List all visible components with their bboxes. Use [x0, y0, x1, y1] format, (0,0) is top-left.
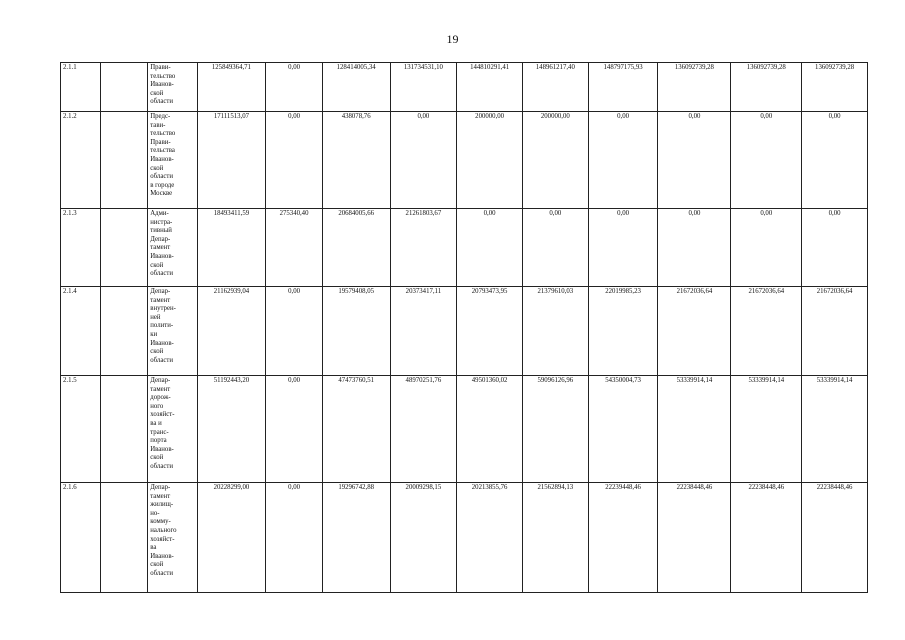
executor-text: ской: [150, 454, 164, 462]
value-cell: 136092739,28: [802, 63, 868, 112]
value-cell: 20373417,11: [390, 287, 457, 376]
executor-text: полити-: [150, 322, 174, 330]
executor-text: Предс-: [150, 113, 171, 120]
executor-text: Прави-: [150, 64, 171, 71]
empty-cell: [101, 483, 148, 593]
value-cell: 0,00: [731, 112, 802, 209]
executor-text: тельство: [150, 130, 176, 138]
executor-text: ской: [150, 261, 164, 269]
value-cell: 21672036,64: [658, 287, 731, 376]
row-code-cell: 2.1.5: [61, 376, 101, 483]
value-cell: 48970251,76: [390, 376, 457, 483]
executor-text: Иванов-: [150, 552, 174, 560]
executor-text: ва и: [150, 419, 162, 427]
executor-text: ской: [150, 561, 164, 569]
table-row: [61, 483, 868, 593]
value-cell: 0,00: [658, 209, 731, 287]
value-cell: 136092739,28: [731, 63, 802, 112]
value-cell: 19579408,05: [322, 287, 390, 376]
empty-cell: [101, 376, 148, 483]
executor-text: транс-: [150, 428, 169, 436]
executor-text: нального: [150, 526, 177, 534]
value-cell: 22238448,46: [658, 483, 731, 593]
executor-text: Депар-: [150, 235, 171, 243]
executor-text: ской: [150, 348, 164, 356]
value-cell: 200000,00: [522, 112, 588, 209]
value-cell: 21562894,13: [522, 483, 588, 593]
row-code-cell: 2.1.4: [61, 287, 101, 376]
value-cell: 47473760,51: [322, 376, 390, 483]
executor-text: дорож-: [150, 394, 171, 402]
executor-text: жилищ-: [150, 501, 174, 509]
value-cell: 125849364,71: [197, 63, 266, 112]
value-cell: 22019985,23: [588, 287, 658, 376]
value-cell: 0,00: [588, 112, 658, 209]
table-row: [61, 287, 868, 376]
executor-text: ва: [150, 544, 157, 552]
value-cell: 20228299,00: [197, 483, 266, 593]
executor-text: Адми-: [150, 210, 169, 217]
executor-cell: [148, 287, 197, 376]
executor-text: нистра-: [150, 218, 173, 226]
executor-text: тельства: [150, 147, 175, 155]
executor-cell: [148, 483, 197, 593]
value-cell: 21672036,64: [731, 287, 802, 376]
empty-cell: [101, 112, 148, 209]
value-cell: 59096126,96: [522, 376, 588, 483]
executor-text: хозяйст-: [150, 535, 175, 543]
row-code-cell: 2.1.2: [61, 112, 101, 209]
executor-text: комму-: [150, 518, 171, 526]
value-cell: 0,00: [658, 112, 731, 209]
value-cell: 0,00: [522, 209, 588, 287]
executor-text: ного: [150, 402, 164, 410]
executor-text: Иванов-: [150, 445, 174, 453]
empty-cell: [101, 209, 148, 287]
value-cell: 0,00: [390, 112, 457, 209]
value-cell: 438078,76: [322, 112, 390, 209]
executor-text: тамент: [150, 244, 171, 252]
value-cell: 49501360,02: [457, 376, 523, 483]
value-cell: 20793473,95: [457, 287, 523, 376]
executor-text: ской: [150, 164, 164, 172]
value-cell: 0,00: [802, 209, 868, 287]
value-cell: 128414005,34: [322, 63, 390, 112]
value-cell: 0,00: [731, 209, 802, 287]
empty-cell: [101, 287, 148, 376]
value-cell: 0,00: [266, 112, 322, 209]
executor-cell: [148, 376, 197, 483]
table-row: [61, 376, 868, 483]
executor-text: хозяйст-: [150, 411, 175, 419]
table-row: [61, 63, 868, 112]
executor-text: тамент: [150, 492, 171, 500]
value-cell: 275340,40: [266, 209, 322, 287]
executor-text: Иванов-: [150, 155, 174, 163]
value-cell: 53339914,14: [731, 376, 802, 483]
executor-text: Прави-: [150, 138, 171, 146]
value-cell: 22238448,46: [731, 483, 802, 593]
executor-text: области: [150, 173, 173, 181]
executor-text: области: [150, 356, 173, 364]
executor-cell: [148, 209, 197, 287]
table-row: [61, 209, 868, 287]
value-cell: 0,00: [266, 483, 322, 593]
executor-text: тамент: [150, 385, 171, 393]
executor-text: области: [150, 270, 173, 278]
empty-cell: [101, 63, 148, 112]
value-cell: 144810291,41: [457, 63, 523, 112]
value-cell: 200000,00: [457, 112, 523, 209]
executor-text: области: [150, 98, 173, 106]
row-code-cell: 2.1.1: [61, 63, 101, 112]
executor-text: ской: [150, 89, 164, 97]
executor-text: Депар-: [150, 288, 171, 295]
executor-text: порта: [150, 437, 167, 445]
executor-text: в городе: [150, 181, 175, 189]
value-cell: 53339914,14: [802, 376, 868, 483]
value-cell: 0,00: [266, 376, 322, 483]
executor-text: Депар-: [150, 377, 171, 384]
value-cell: 20009298,15: [390, 483, 457, 593]
executor-text: Депар-: [150, 484, 171, 491]
value-cell: 148961217,40: [522, 63, 588, 112]
value-cell: 21261803,67: [390, 209, 457, 287]
executor-cell: [148, 63, 197, 112]
value-cell: 21379610,03: [522, 287, 588, 376]
executor-text: тамент: [150, 296, 171, 304]
executor-text: Иванов-: [150, 81, 174, 89]
value-cell: 0,00: [266, 63, 322, 112]
value-cell: 148797175,93: [588, 63, 658, 112]
value-cell: 0,00: [588, 209, 658, 287]
executor-cell: [148, 112, 197, 209]
value-cell: 53339914,14: [658, 376, 731, 483]
executor-text: внутрен-: [150, 305, 176, 313]
value-cell: 0,00: [266, 287, 322, 376]
value-cell: 17111513,07: [197, 112, 266, 209]
table-body: [61, 63, 868, 593]
value-cell: 20684005,66: [322, 209, 390, 287]
executor-text: Иванов-: [150, 339, 174, 347]
executor-text: Иванов-: [150, 252, 174, 260]
value-cell: 51192443,20: [197, 376, 266, 483]
budget-table: [60, 62, 868, 593]
executor-text: тивный: [150, 227, 172, 235]
value-cell: 18493411,59: [197, 209, 266, 287]
value-cell: 136092739,28: [658, 63, 731, 112]
page-number: 19: [446, 32, 459, 46]
value-cell: 0,00: [802, 112, 868, 209]
executor-text: тельство: [150, 72, 176, 80]
value-cell: 22238448,46: [802, 483, 868, 593]
executor-text: тави-: [150, 121, 166, 129]
executor-text: ки: [150, 330, 158, 338]
value-cell: 131734531,10: [390, 63, 457, 112]
value-cell: 21162939,04: [197, 287, 266, 376]
executor-text: но-: [150, 509, 160, 517]
value-cell: 22239448,46: [588, 483, 658, 593]
value-cell: 0,00: [457, 209, 523, 287]
row-code-cell: 2.1.3: [61, 209, 101, 287]
table-row: [61, 112, 868, 209]
row-code-cell: 2.1.6: [61, 483, 101, 593]
value-cell: 20213855,76: [457, 483, 523, 593]
value-cell: 21672036,64: [802, 287, 868, 376]
value-cell: 54350004,73: [588, 376, 658, 483]
executor-text: ней: [150, 313, 161, 321]
executor-text: Москве: [150, 190, 173, 198]
executor-text: области: [150, 462, 173, 470]
value-cell: 19296742,88: [322, 483, 390, 593]
executor-text: области: [150, 569, 173, 577]
